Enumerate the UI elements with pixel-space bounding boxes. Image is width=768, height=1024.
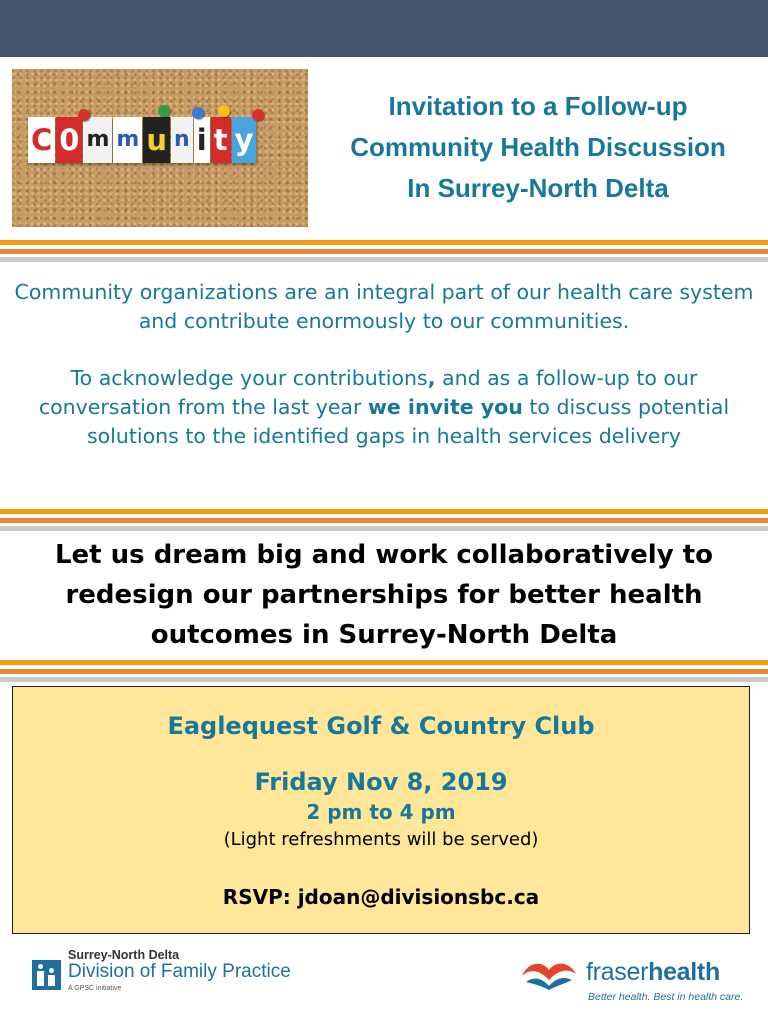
push-pin-icon <box>218 105 230 117</box>
division-name: Division of Family Practice <box>68 961 291 982</box>
division-region: Surrey-North Delta <box>68 948 180 962</box>
letter-tile: y <box>232 117 257 163</box>
intro-paragraph-1: Community organizations are an integral part of our health care system and contribute enormously to our communities. <box>14 280 754 333</box>
community-corkboard-image <box>12 69 308 227</box>
letter-tile: n <box>171 117 193 163</box>
invite-emphasis: we invite you <box>367 395 523 419</box>
family-icon <box>32 960 61 990</box>
invitation-title <box>318 86 758 209</box>
letter-tile: m <box>83 117 112 163</box>
letter-tile: 0 <box>56 117 82 163</box>
letter-tile: C <box>28 117 55 163</box>
division-initiative: A GPSC initiative <box>68 985 122 992</box>
division-of-family-practice-logo <box>32 948 302 998</box>
title-line: Community Health Discussion <box>350 132 726 162</box>
community-letter-tiles <box>28 117 256 163</box>
letter-tile: u <box>143 117 170 163</box>
top-bar <box>0 0 768 57</box>
push-pin-icon <box>192 107 204 119</box>
push-pin-icon <box>78 109 90 121</box>
event-time: 2 pm to 4 pm <box>306 800 456 824</box>
fraser-health-name: fraserhealth <box>586 958 720 986</box>
push-pin-icon <box>252 109 264 121</box>
divider-stripes <box>0 509 768 531</box>
divider-stripes <box>0 660 768 682</box>
event-venue: Eaglequest Golf & Country Club <box>167 712 595 740</box>
fraser-health-tagline: Better health. Best in health care. <box>588 991 744 1003</box>
intro-paragraph-2: To acknowledge your contributions, and as a follow-up to our conversation from the last year we invite you to discuss potential solutions to the identified gaps in health services delivery <box>38 366 730 448</box>
letter-tile: m <box>113 117 142 163</box>
dream-big-statement: Let us dream big and work collaboratively to redesign our partnerships for better health outcomes in Surrey-North Delta <box>54 540 714 650</box>
title-line: In Surrey-North Delta <box>407 173 669 203</box>
rsvp-email[interactable]: RSVP: jdoan@divisionsbc.ca <box>222 885 540 909</box>
event-details-box <box>12 686 750 934</box>
fraser-health-logo <box>518 952 748 1008</box>
refreshments-note: (Light refreshments will be served) <box>223 829 539 850</box>
push-pin-icon <box>158 105 170 117</box>
event-date: Friday Nov 8, 2019 <box>254 768 508 796</box>
divider-stripes <box>0 240 768 262</box>
intro-text <box>10 278 758 451</box>
fraser-health-heart-icon <box>518 956 580 990</box>
title-line: Invitation to a Follow-up <box>388 91 688 121</box>
letter-tile: t <box>211 117 231 163</box>
letter-tile: i <box>194 117 210 163</box>
